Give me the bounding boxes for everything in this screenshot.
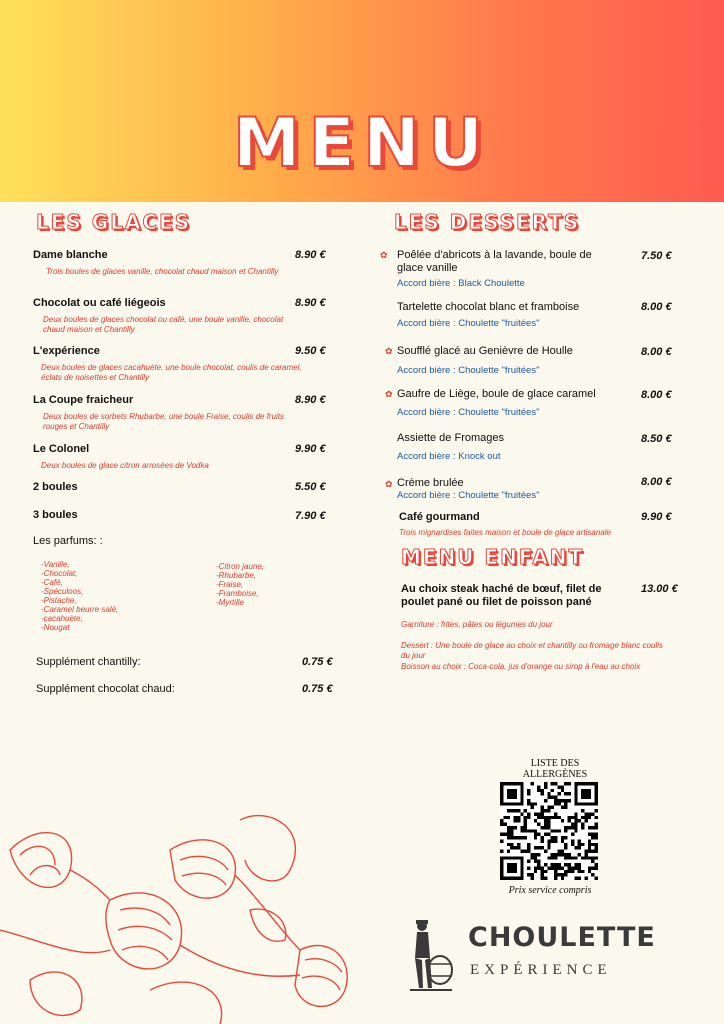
- beer-pairing: Accord bière : Choulette "fruitées": [397, 407, 540, 418]
- item-name: 2 boules: [33, 481, 78, 493]
- item-name: Le Colonel: [33, 443, 90, 455]
- item-price: 8.90 €: [295, 394, 326, 406]
- dessert-price: 7.50 €: [641, 250, 672, 262]
- parfums-list-1: [41, 560, 191, 632]
- dessert-name: Assiette de Fromages: [397, 432, 504, 444]
- beer-pairing: Accord bière : Choulette "fruitées": [397, 365, 540, 376]
- allergen-title-line1: LISTE DES: [530, 758, 580, 769]
- flavour-item: -Caramel beurre salé,: [41, 605, 119, 614]
- flavour-item: -Pistache,: [41, 596, 77, 605]
- flower-icon: ✿: [385, 389, 393, 399]
- flavour-item: -cacahuète,: [41, 614, 83, 623]
- supplement-name: Supplément chocolat chaud:: [36, 683, 175, 695]
- flower-icon: ✿: [380, 250, 388, 260]
- kids-dessert: Dessert : Une boule de glace au choix et chantilly ou fromage blanc coulis du jour: [401, 641, 663, 660]
- allergen-title-line2: ALLERGÈNES: [522, 769, 588, 780]
- item-price: 7.90 €: [295, 510, 326, 522]
- flavour-item: -Spéculoos,: [41, 587, 84, 596]
- item-price: 9.50 €: [295, 345, 326, 357]
- item-price: 8.90 €: [295, 249, 326, 261]
- beer-pairing: Accord bière : Choulette "fruitées": [397, 318, 540, 329]
- section-heading-glaces: LES GLACES: [36, 210, 192, 234]
- item-price: 8.90 €: [295, 297, 326, 309]
- dessert-name-line2: glace vanille: [397, 262, 458, 274]
- item-description: Trois boules de glaces vanille, chocolat chaud maison et Chantilly: [46, 267, 279, 276]
- section-heading-desserts: LES DESSERTS: [394, 210, 581, 234]
- item-description: Deux boules de sorbets Rhubarbe, une boule Fraise, coulis de fruits rouges et Chantilly: [43, 412, 285, 431]
- dessert-name: Poêlée d'abricots à la lavande, boule de: [397, 249, 592, 261]
- flavour-item: -Fraise,: [216, 580, 244, 589]
- dessert-name: Café gourmand: [399, 511, 480, 523]
- dessert-name: Tartelette chocolat blanc et framboise: [397, 301, 580, 313]
- kids-boisson: Boisson au choix : Coca-cola, jus d'orange ou sirop à l'eau au choix: [401, 662, 641, 671]
- item-name: Chocolat ou café liégeois: [33, 297, 166, 309]
- item-name: 3 boules: [33, 509, 78, 521]
- parfums-list-2: [216, 562, 336, 607]
- kids-menu-name-line2: poulet pané ou filet de poisson pané: [401, 596, 592, 608]
- beer-pairing: Accord bière : Knock out: [397, 451, 501, 462]
- flavour-item: -Vanille,: [41, 560, 70, 569]
- dessert-price: 8.50 €: [641, 433, 672, 445]
- flavour-item: -Rhubarbe,: [216, 571, 257, 580]
- supplement-price: 0.75 €: [302, 683, 333, 695]
- dessert-price: 8.00 €: [641, 389, 672, 401]
- beer-pairing: Accord bière : Choulette "fruitées": [397, 490, 540, 501]
- beer-pairing: Accord bière : Black Choulette: [397, 278, 525, 289]
- dessert-name: Gaufre de Liège, boule de glace caramel: [397, 388, 596, 400]
- dessert-name: Soufflé glacé au Genièvre de Houlle: [397, 345, 573, 357]
- brand-mascot-icon: [406, 918, 454, 992]
- flavour-item: -Nougat: [41, 623, 70, 632]
- flavour-item: -Chocolat,: [41, 569, 78, 578]
- allergen-list-title: [500, 758, 610, 780]
- dessert-price: 8.00 €: [641, 346, 672, 358]
- page-title: MENU: [232, 104, 492, 183]
- dessert-price: 9.90 €: [641, 511, 672, 523]
- hop-illustration-icon: [0, 810, 360, 1024]
- dessert-name: Crème brulée: [397, 477, 464, 489]
- item-description: Deux boules de glaces chocolat ou café, une boule vanille, chocolat chaud maison et Chantilly: [43, 315, 284, 334]
- supplement-price: 0.75 €: [302, 656, 333, 668]
- item-name: Dame blanche: [33, 249, 108, 261]
- flower-icon: ✿: [385, 479, 393, 489]
- parfums-label: Les parfums: :: [33, 535, 103, 547]
- dessert-price: 8.00 €: [641, 476, 672, 488]
- flavour-item: -Café,: [41, 578, 63, 587]
- kids-menu-price: 13.00 €: [641, 583, 678, 595]
- supplement-name: Supplément chantilly:: [36, 656, 141, 668]
- flavour-item: -Framboise,: [216, 589, 259, 598]
- kids-garniture: Garniture : frites, pâtes ou légumes du jour: [401, 620, 553, 629]
- section-heading-menu-enfant: MENU ENFANT: [401, 545, 585, 569]
- item-name: La Coupe fraicheur: [33, 394, 134, 406]
- brand-subtitle: EXPÉRIENCE: [470, 962, 612, 978]
- item-price: 9.90 €: [295, 443, 326, 455]
- flower-icon: ✿: [385, 346, 393, 356]
- item-description: Deux boules de glace citron arrosées de Vodka: [41, 461, 209, 470]
- service-note: Prix service compris: [508, 885, 592, 896]
- kids-menu-name: Au choix steak haché de bœuf, filet de: [401, 583, 602, 595]
- item-description: Deux boules de glaces cacahuète, une boule chocolat, coulis de caramel, éclats de noisettes et Chantilly: [41, 363, 302, 382]
- brand-name: CHOULETTE: [468, 922, 656, 953]
- dessert-description: Trois mignardises faites maison et boule de glace artisanale: [399, 528, 611, 537]
- item-price: 5.50 €: [295, 481, 326, 493]
- flavour-item: -Citron jaune,: [216, 562, 265, 571]
- item-name: L'expérience: [33, 345, 100, 357]
- qr-code-icon[interactable]: [500, 782, 598, 880]
- dessert-price: 8.00 €: [641, 301, 672, 313]
- flavour-item: -Myrtille: [216, 598, 244, 607]
